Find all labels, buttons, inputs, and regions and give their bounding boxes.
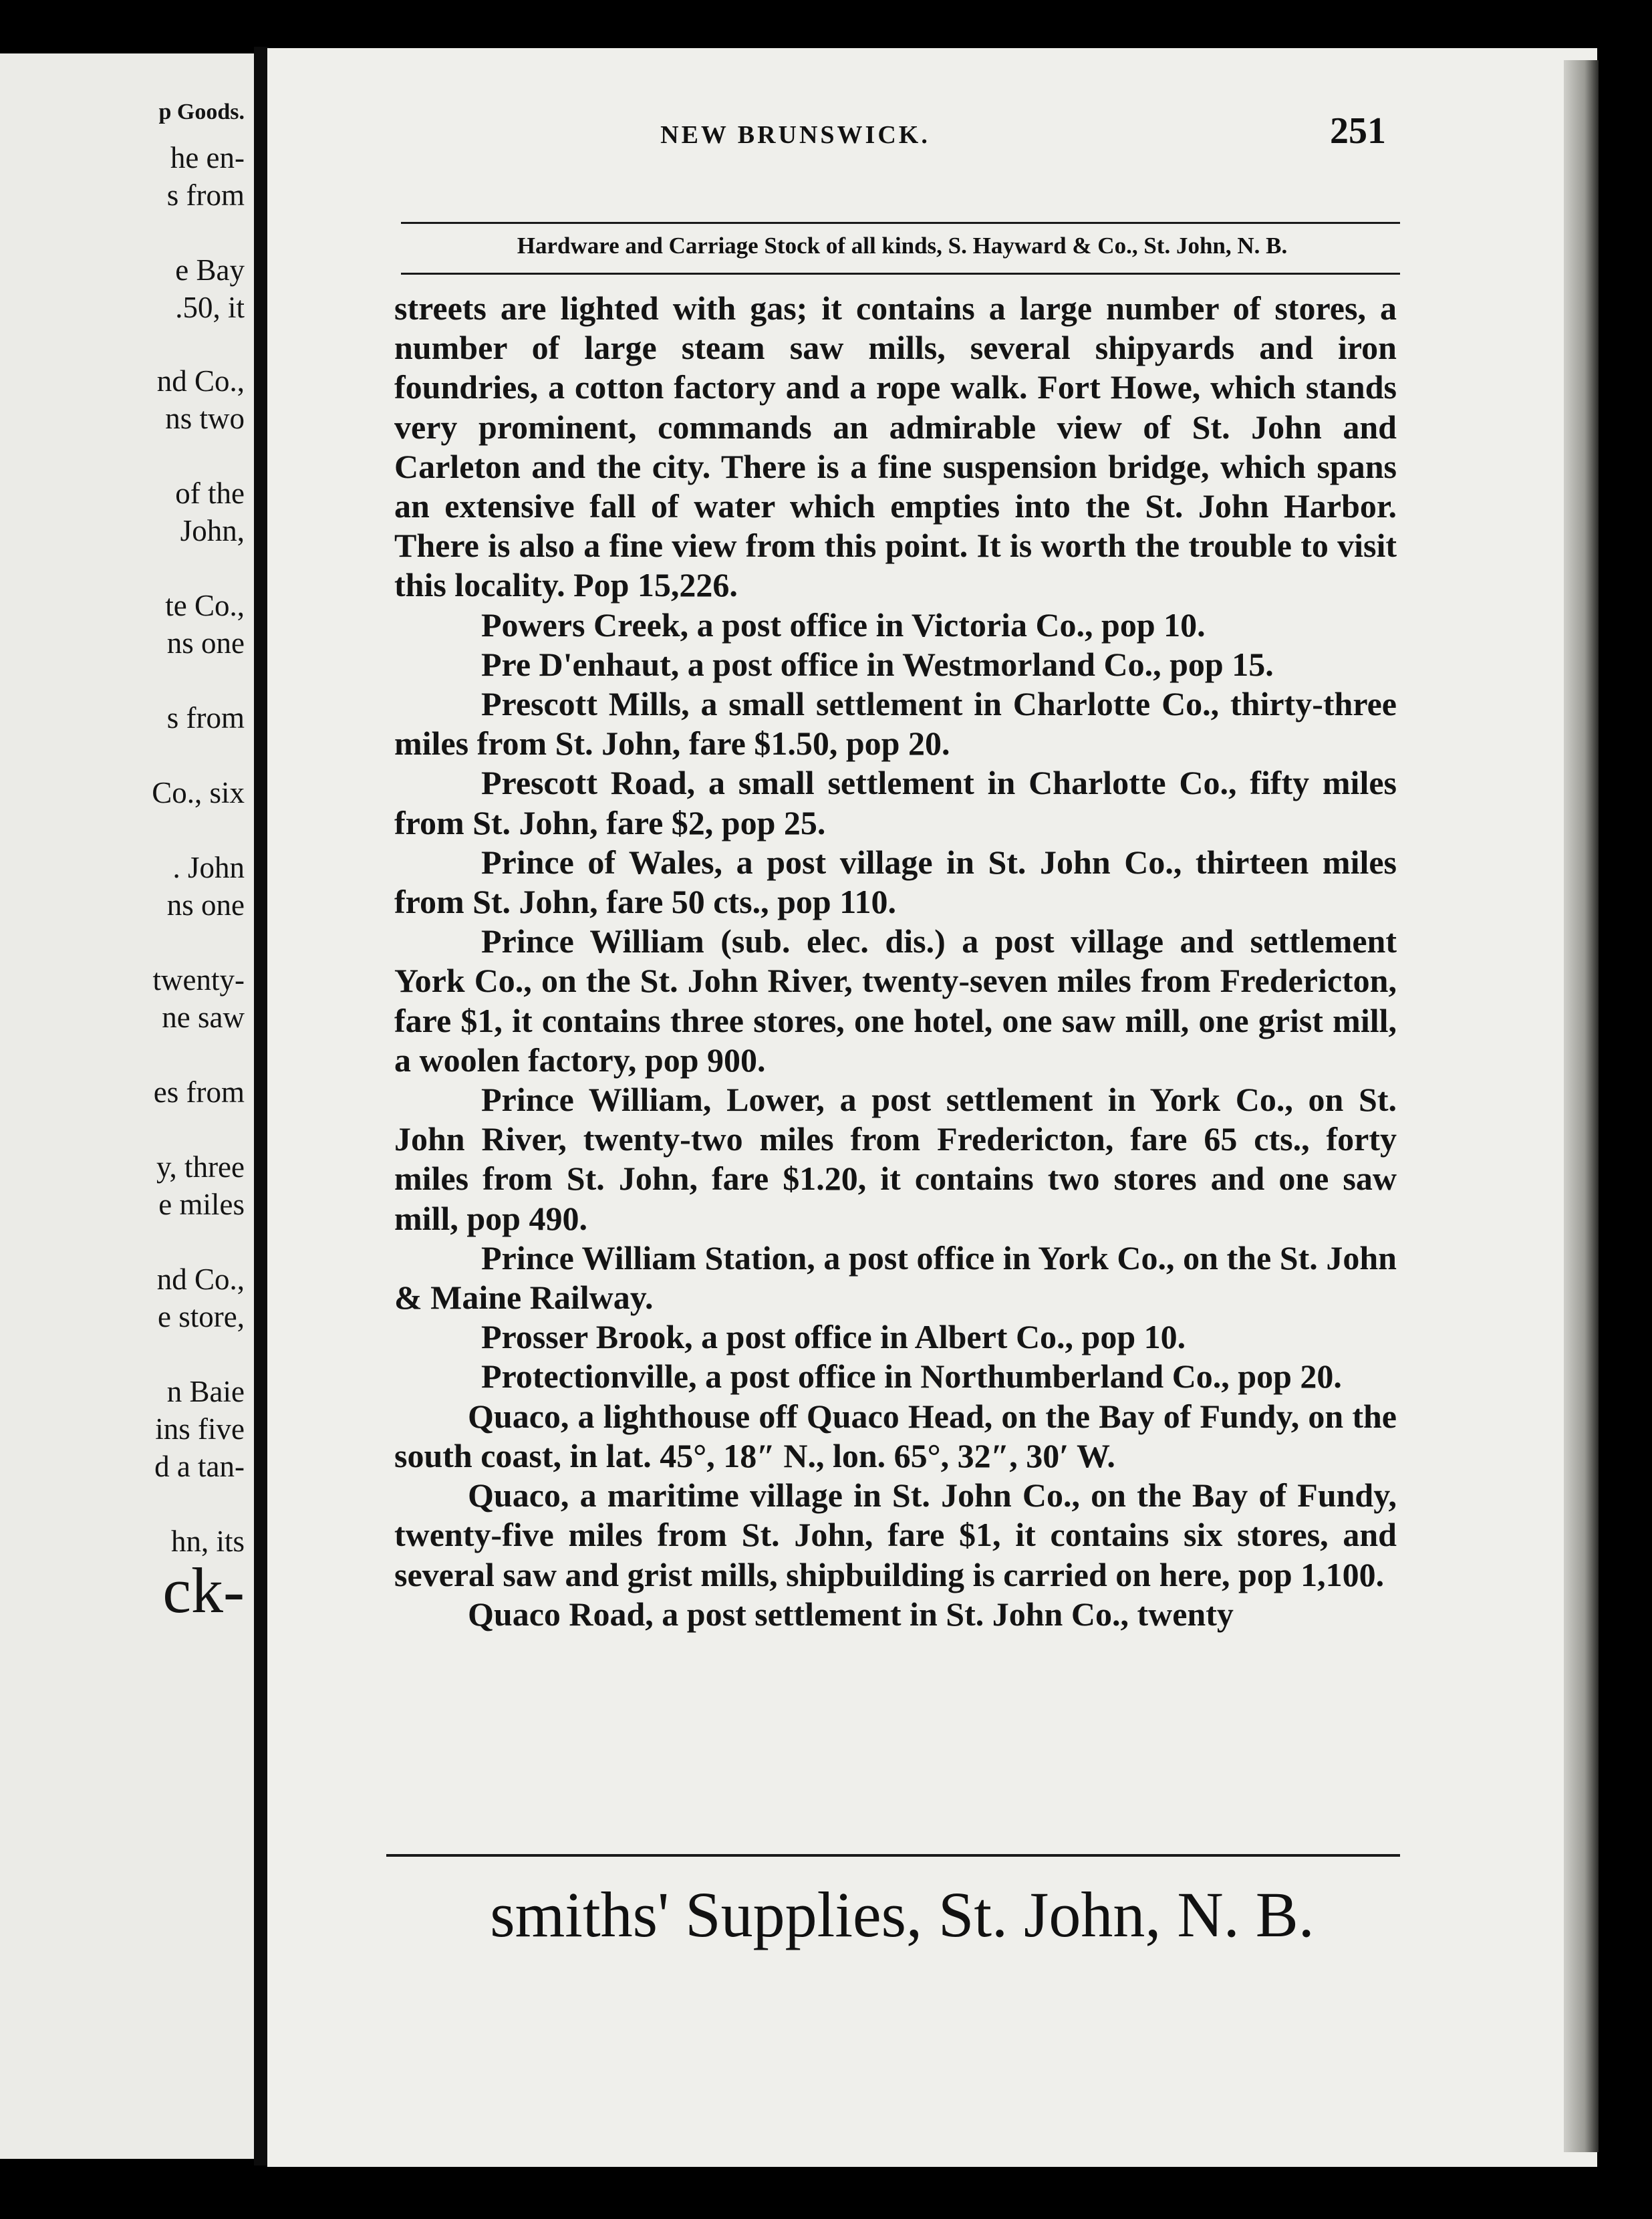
facing-page-fragment: he en- [170, 141, 245, 174]
entry-paragraph: Pre D'enhaut, a post office in Westmorland Co., pop 15. [481, 645, 1274, 683]
entry-paragraph: Powers Creek, a post office in Victoria Co., pop 10. [481, 606, 1206, 644]
facing-page-fragment: of the [175, 477, 245, 510]
continuation-paragraph: streets are lighted with gas; it contains a large number of stores, a number of large steam saw mills, several shipyards and iron foundries, a cotton factory and a rope walk. Fort Howe, which stands very prominent, commands an admirable view of St. John and Carleton and the city. There is a fine suspension bridge, which spans an extensive fall of water which empties into the St. John Harbor. There is also a fine view from this point. It is worth the trouble to visit this locality. Pop 15,226. [394, 289, 1397, 604]
entry-paragraph: Quaco, a maritime village in St. John Co., on the Bay of Fundy, twenty-five miles from St. John, fare $1, it contains six stores, and several saw and grist mills, shipbuilding is carried on here, pop 1,100. [394, 1476, 1397, 1593]
facing-page-fragment: te Co., [165, 589, 245, 622]
facing-page-fragment: Co., six [152, 776, 245, 809]
entry-paragraph: Prosser Brook, a post office in Albert Co., pop 10. [481, 1318, 1186, 1356]
book-gutter [254, 47, 269, 2166]
facing-page-fragment: es from [153, 1075, 245, 1109]
facing-page-fragment: nd Co., [156, 364, 245, 398]
entry-paragraph: Prescott Road, a small settlement in Charlotte Co., fifty miles from St. John, fare $2, pop 25. [394, 764, 1397, 841]
facing-page-fragment: ck- [162, 1555, 245, 1626]
advert-rule [401, 273, 1400, 275]
facing-page-fragment: hn, its [170, 1525, 245, 1558]
entry-paragraph: Quaco Road, a post settlement in St. John Co., twenty [468, 1595, 1234, 1633]
facing-page-fragment: s from [166, 701, 245, 735]
facing-page-fragment: nd Co., [156, 1263, 245, 1296]
facing-page-fragment: ins five [155, 1412, 245, 1446]
running-title: NEW BRUNSWICK. [660, 121, 930, 149]
facing-page-fragment: .50, it [175, 291, 245, 324]
facing-page-fragment: twenty- [152, 963, 245, 997]
facing-page-fragment: ns one [166, 888, 245, 922]
entry-paragraph: Prince William, Lower, a post settlement in York Co., on St. John River, twenty-two miles from Fredericton, fare 65 cts., forty miles from St. John, fare $1.20, it contains two stores and one saw mill, pop 490. [394, 1081, 1397, 1237]
facing-page-fragment: s from [166, 178, 245, 212]
gazetteer-text [394, 289, 1397, 1634]
facing-page-fragment: y, three [156, 1150, 245, 1184]
facing-page-fragment: . John [172, 851, 245, 884]
facing-page-fragment: e store, [158, 1300, 245, 1333]
facing-page-fragment: ns one [166, 626, 245, 660]
header-rule [401, 222, 1400, 224]
top-advertisement: Hardware and Carriage Stock of all kinds, S. Hayward & Co., St. John, N. B. [517, 233, 1288, 259]
left-page-fragment [0, 53, 254, 2159]
footer-rule [386, 1854, 1400, 1857]
entry-paragraph: Prince William Station, a post office in York Co., on the St. John & Maine Railway. [394, 1238, 1397, 1317]
facing-page-fragment: ne saw [162, 1001, 245, 1034]
entry-paragraph: Prescott Mills, a small settlement in Charlotte Co., thirty-three miles from St. John, fare $1.50, pop 20. [394, 685, 1397, 763]
entry-paragraph: Prince of Wales, a post village in St. John Co., thirteen miles from St. John, fare 50 cts., pop 110. [394, 843, 1397, 921]
page-edge [1564, 60, 1599, 2152]
bottom-advertisement: smiths' Supplies, St. John, N. B. [490, 1879, 1315, 1950]
entry-paragraph: Prince William (sub. elec. dis.) a post village and settlement York Co., on the St. John River, twenty-seven miles from Fredericton, fare $1, it contains three stores, one hotel, one saw mill, one grist mill, a woolen factory, pop 900. [394, 922, 1397, 1079]
facing-page-fragment: n Baie [166, 1375, 245, 1408]
entry-paragraph: Quaco, a lighthouse off Quaco Head, on the Bay of Fundy, on the south coast, in lat. 45°, 18″ N., lon. 65°, 32″, 30′ W. [394, 1397, 1397, 1474]
facing-page-fragment: e miles [158, 1188, 245, 1221]
facing-page-fragment: e Bay [175, 253, 245, 287]
entry-paragraph: Protectionville, a post office in Northumberland Co., pop 20. [481, 1357, 1342, 1396]
page-number: 251 [1330, 110, 1386, 152]
facing-page-fragment: p Goods. [158, 100, 245, 124]
facing-page-fragment: ns two [165, 402, 245, 435]
facing-page-fragment: John, [180, 514, 245, 547]
facing-page-fragment: d a tan- [154, 1450, 245, 1483]
